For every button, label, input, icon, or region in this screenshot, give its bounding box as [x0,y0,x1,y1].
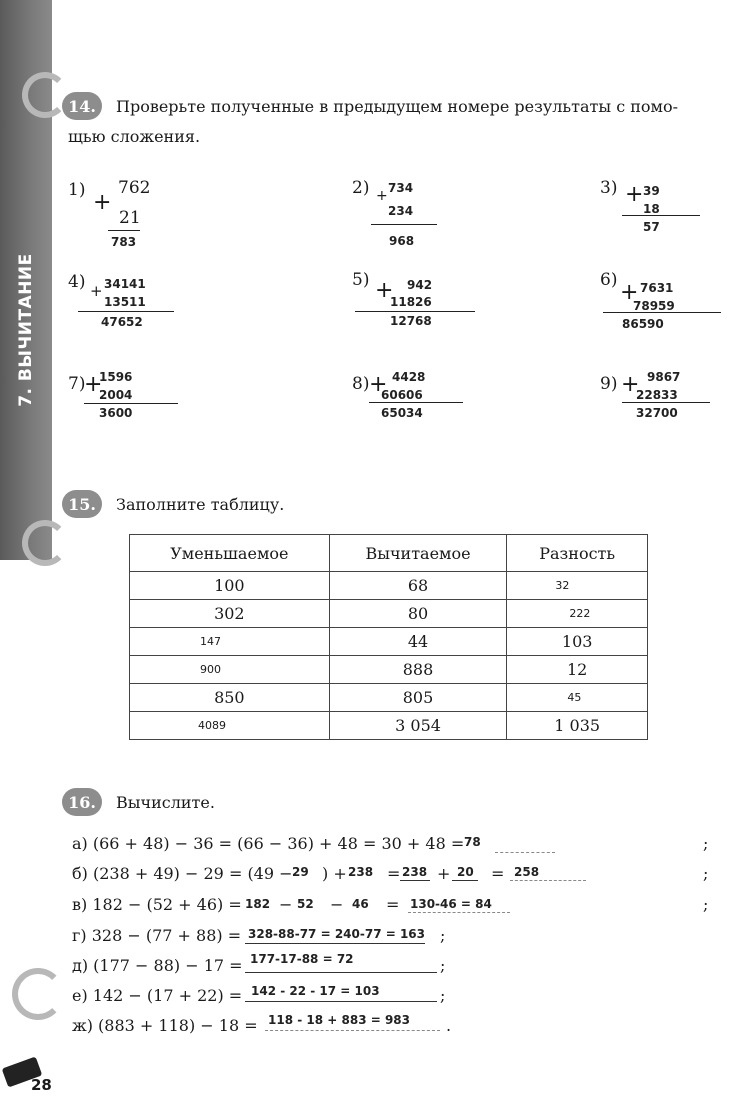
answer-line [245,972,437,973]
item-label: 1) [68,180,86,200]
addend: 4428 [392,370,426,384]
addend: 11826 [390,295,432,309]
answer-line [408,912,510,913]
punctuation: ; [703,864,709,883]
answer: 29 [292,865,309,879]
addend: 39 [643,184,660,198]
expression: = [386,895,400,914]
sum: 86590 [622,317,664,331]
task-text: Вычислите. [116,793,215,812]
answer-line [400,880,430,881]
expression: − [279,895,293,914]
sum-line [603,312,721,313]
task-number-badge: 15. [62,490,102,518]
table-row [130,712,648,740]
page-number: 28 [31,1076,52,1094]
table-cell: 68 [329,572,507,600]
sum: 783 [111,235,137,249]
table-cell: 147 [130,628,330,656]
punctuation: ; [440,926,446,945]
addend: 60606 [381,388,423,402]
item-label: 2) [352,178,370,198]
table-header-row [130,535,648,572]
addend: 78959 [633,299,675,313]
sum: 65034 [381,406,423,420]
table-row [130,628,648,656]
ring-decoration-icon [22,72,68,118]
addend: 942 [407,278,433,292]
punctuation: ; [440,986,446,1005]
expression: ж) (883 + 118) − 18 = [72,1016,258,1035]
sum-line [78,311,174,312]
answer: 20 [457,865,474,879]
table-row [130,600,648,628]
task-number-badge: 14. [62,92,102,120]
task-text: щью сложения. [68,127,201,146]
answer: 177-17-88 = 72 [250,952,354,966]
sum: 3600 [99,406,133,420]
expression: ) + [322,864,347,883]
table-cell: 100 [130,572,330,600]
answer-line [495,852,555,853]
expression: е) 142 − (17 + 22) = [72,986,243,1005]
answer: 238 [402,865,428,879]
addend: 1596 [99,370,133,384]
table-row [130,684,648,712]
addend: 18 [643,202,660,216]
item-label: 7) [68,374,86,394]
plus-sign: + [90,282,103,300]
addend: 9867 [647,370,681,384]
plus-sign: + [375,278,394,303]
sum-line [84,403,178,404]
table-cell: 302 [130,600,330,628]
plus-sign: + [84,372,103,397]
answer: 78 [464,835,481,849]
sum: 12768 [390,314,432,328]
plus-sign: + [93,190,112,215]
sum: 968 [389,234,415,248]
column-header: Уменьшаемое [130,535,330,572]
plus-sign: + [625,182,644,207]
ring-decoration-icon [22,520,68,566]
table-row [130,656,648,684]
table-cell: 44 [329,628,507,656]
column-header: Разность [507,535,648,572]
answer-line [510,880,586,881]
expression: = [491,864,505,883]
expression: − [330,895,344,914]
item-label: 5) [352,270,370,290]
answer: 118 - 18 + 883 = 983 [268,1013,411,1027]
expression: б) (238 + 49) − 29 = (49 − [72,864,293,883]
expression: г) 328 − (77 + 88) = [72,926,242,945]
answer: 258 [514,865,540,879]
table-cell: 850 [130,684,330,712]
task-text: Заполните таблицу. [116,495,285,514]
addend: 34141 [104,277,146,291]
subtraction-table [129,534,648,740]
addend: 234 [388,204,414,218]
addend: 734 [388,181,414,195]
table-cell: 80 [329,600,507,628]
answer: 142 - 22 - 17 = 103 [251,984,380,998]
sum-line [371,224,437,225]
answer: 130-46 = 84 [410,897,492,911]
ring-decoration-icon [12,968,64,1020]
answer: 52 [297,897,314,911]
answer-line [245,1001,437,1002]
expression: а) (66 + 48) − 36 = (66 − 36) + 48 = 30 + 48 = [72,834,465,853]
table-cell: 805 [329,684,507,712]
answer-line [265,1030,440,1031]
sum: 47652 [101,315,143,329]
table-cell: 888 [329,656,507,684]
table-cell: 3 054 [329,712,507,740]
expression: в) 182 − (52 + 46) = [72,895,242,914]
task-number-badge: 16. [62,788,102,816]
table-cell: 103 [507,628,648,656]
sum-line [355,311,475,312]
item-label: 6) [600,270,618,290]
table-cell: 32 [507,572,648,600]
sum-line [369,402,463,403]
answer: 46 [352,897,369,911]
addend: 762 [118,178,151,198]
table-cell: 1 035 [507,712,648,740]
answer-line [245,943,425,944]
answer: 328-88-77 = 240-77 = 163 [248,927,426,941]
answer: 182 [245,897,271,911]
punctuation: ; [703,834,709,853]
expression: д) (177 − 88) − 17 = [72,956,243,975]
addend: 7631 [640,281,674,295]
addend: 13511 [104,295,146,309]
item-label: 4) [68,272,86,292]
table-cell: 4089 [130,712,330,740]
plus-sign: + [376,188,388,204]
answer: 238 [348,865,374,879]
punctuation: ; [440,956,446,975]
addend: 2004 [99,388,133,402]
sum-line [108,230,140,231]
sum-line [622,215,700,216]
item-label: 9) [600,374,618,394]
table-cell: 900 [130,656,330,684]
item-label: 8) [352,374,370,394]
sum: 57 [643,220,660,234]
addend: 21 [119,208,141,228]
plus-sign: + [621,372,640,397]
punctuation: . [446,1016,452,1035]
plus-sign: + [369,372,388,397]
column-header: Вычитаемое [329,535,507,572]
sum: 32700 [636,406,678,420]
expression: = [387,864,401,883]
table-cell: 45 [507,684,648,712]
plus-sign: + [620,280,639,305]
table-cell: 12 [507,656,648,684]
section-title: 7. ВЫЧИТАНИЕ [16,253,36,407]
sum-line [622,402,710,403]
answer-line [452,880,478,881]
task-text: Проверьте полученные в предыдущем номере результаты с помо- [116,97,679,116]
table-row [130,572,648,600]
addend: 22833 [636,388,678,402]
punctuation: ; [703,895,709,914]
table-cell: 222 [507,600,648,628]
expression: + [437,864,451,883]
item-label: 3) [600,178,618,198]
